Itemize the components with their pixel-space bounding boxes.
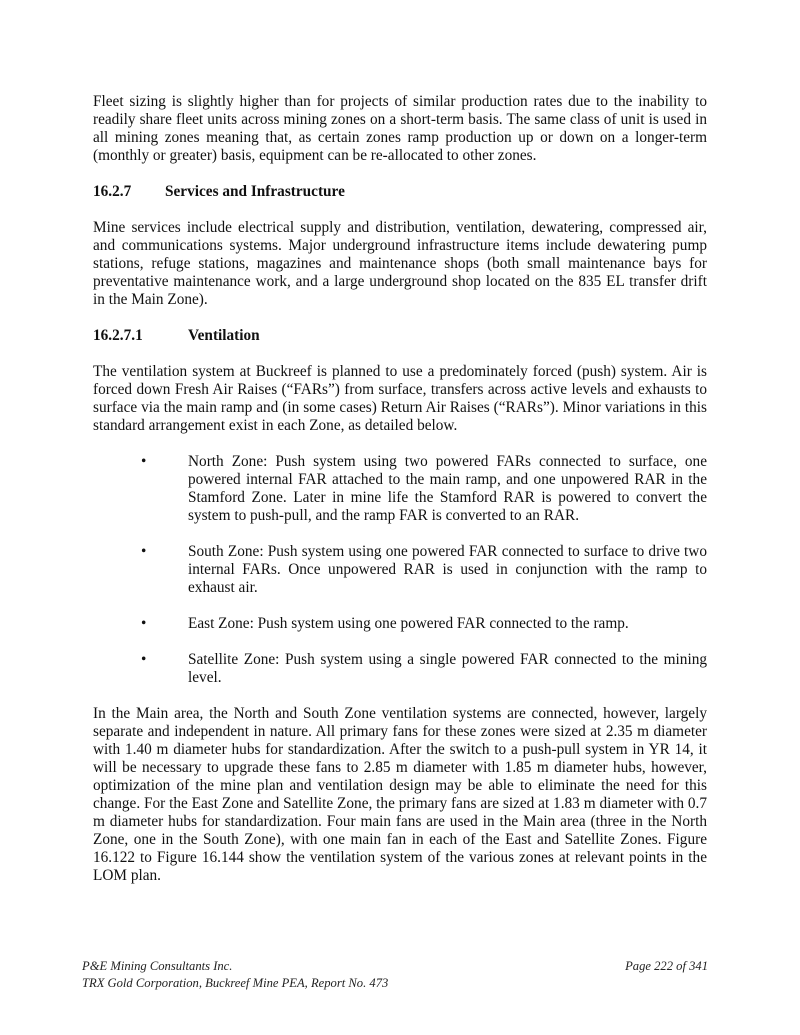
list-item <box>93 651 707 687</box>
list-item <box>93 543 707 597</box>
zone-bullet-list <box>93 453 707 687</box>
document-page <box>93 93 707 885</box>
paragraph-main-area: In the Main area, the North and South Zone ventilation systems are connected, however, largely separate and independent in nature. All primary fans for these zones were sized at 2.35 m diameter with 1.40 m diameter hubs for standardization. After the switch to a push-pull system in YR 14, it will be necessary to upgrade these fans to 2.85 m diameter with 1.85 m diameter hubs, however, optimization of the mine plan and ventilation design may be able to eliminate the need for this change. For the East Zone and Satellite Zone, the primary fans are sized at 1.83 m diameter with 0.7 m diameter hubs for standardization. Four main fans are used in the Main area (three in the North Zone, one in the South Zone), with one main fan in each of the East and Satellite Zones. Figure 16.122 to Figure 16.144 show the ventilation system of the various zones at relevant points in the LOM plan. <box>93 705 707 884</box>
bullet-icon: • <box>141 651 147 668</box>
bullet-icon: • <box>141 453 147 470</box>
footer-page-number: Page 222 of 341 <box>625 959 708 973</box>
bullet-text: North Zone: Push system using two powered FARs connected to surface, one powered internal FAR attached to the main ramp, and one unpowered RAR in the Stamford Zone. Later in mine life the Stamford RAR is powered to convert the system to push-pull, and the ramp FAR is converted to an RAR. <box>188 453 707 524</box>
section-title: Ventilation <box>188 327 260 344</box>
section-heading-ventilation <box>93 327 707 345</box>
bullet-text: South Zone: Push system using one powered FAR connected to surface to drive two internal FARs. Once unpowered RAR is used in conjunction with the ramp to exhaust air. <box>188 543 707 596</box>
section-title: Services and Infrastructure <box>165 183 345 200</box>
bullet-text: Satellite Zone: Push system using a single powered FAR connected to the mining level. <box>188 651 707 686</box>
paragraph-fleet-sizing: Fleet sizing is slightly higher than for projects of similar production rates due to the inability to readily share fleet units across mining zones on a short-term basis. The same class of unit is used in all mining zones meaning that, as certain zones ramp production up or down on a longer-term (monthly or greater) basis, equipment can be re-allocated to other zones. <box>93 93 707 164</box>
list-item <box>93 453 707 525</box>
bullet-icon: • <box>141 615 147 632</box>
footer-report-title: TRX Gold Corporation, Buckreef Mine PEA, Report No. 473 <box>82 976 389 990</box>
bullet-icon: • <box>141 543 147 560</box>
paragraph-ventilation-intro: The ventilation system at Buckreef is planned to use a predominately forced (push) system. Air is forced down Fresh Air Raises (“FARs”) from surface, transfers across active levels and exhausts to surface via the main ramp and (in some cases) Return Air Raises (“RARs”). Minor variations in this standard arrangement exist in each Zone, as detailed below. <box>93 363 707 434</box>
section-number: 16.2.7.1 <box>93 327 143 344</box>
footer-company: P&E Mining Consultants Inc. <box>82 959 233 973</box>
page-footer <box>82 958 708 992</box>
section-number: 16.2.7 <box>93 183 132 200</box>
section-heading-services <box>93 183 707 201</box>
bullet-text: East Zone: Push system using one powered FAR connected to the ramp. <box>188 615 629 632</box>
paragraph-mine-services: Mine services include electrical supply and distribution, ventilation, dewatering, compressed air, and communications systems. Major underground infrastructure items include dewatering pump stations, refuge stations, magazines and maintenance shops (both small maintenance bays for preventative maintenance work, and a large underground shop located on the 835 EL transfer drift in the Main Zone). <box>93 219 707 308</box>
list-item <box>93 615 707 633</box>
